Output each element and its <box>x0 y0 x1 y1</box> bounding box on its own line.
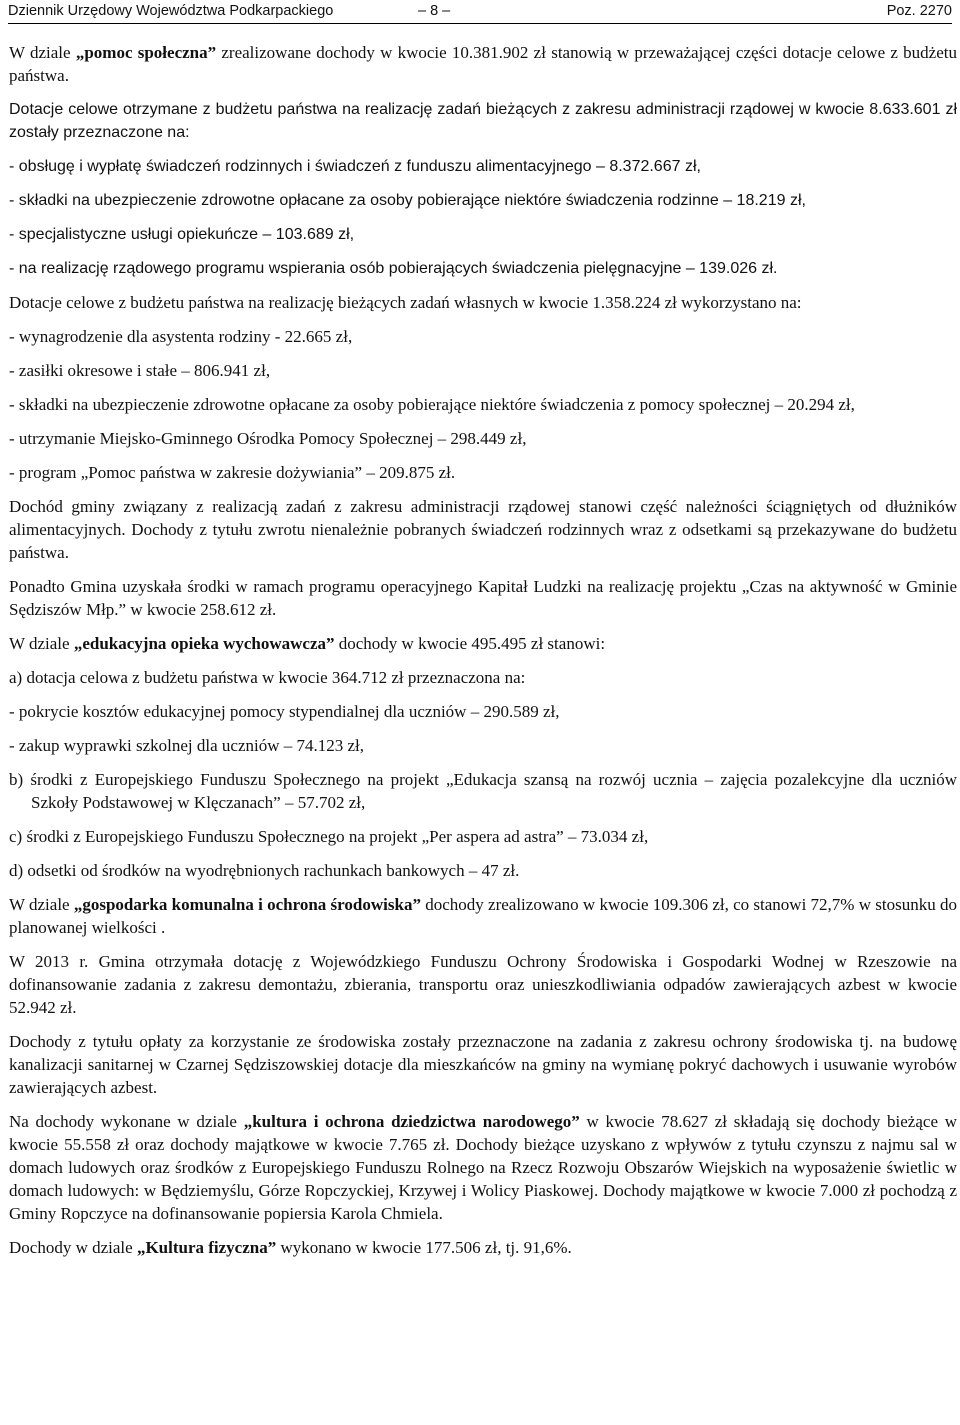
list-item: - wynagrodzenie dla asystenta rodziny - 22.665 zł, <box>9 327 353 346</box>
section-name: „edukacyjna opieka wychowawcza” <box>73 634 335 653</box>
list-item: - obsługę i wypłatę świadczeń rodzinnych i świadczeń z funduszu alimentacyjnego – 8.372.667 zł, <box>9 158 701 175</box>
document-body <box>9 41 957 1270</box>
section-name: „pomoc społeczna” <box>75 43 217 62</box>
section-name: „Kultura fizyczna” <box>136 1238 277 1257</box>
list-item: c) środki z Europejskiego Funduszu Społecznego na projekt „Per aspera ad astra” – 73.034 zł, <box>9 827 649 846</box>
list-item: - program „Pomoc państwa w zakresie dożywiania” – 209.875 zł. <box>9 463 456 482</box>
list-item: - składki na ubezpieczenie zdrowotne opłacane za osoby pobierające niektóre świadczenia z pomocy społecznej – 20.294 zł, <box>9 395 855 414</box>
list-item: - pokrycie kosztów edukacyjnej pomocy stypendialnej dla uczniów – 290.589 zł, <box>9 702 560 721</box>
list-item: - składki na ubezpieczenie zdrowotne opłacane za osoby pobierające niektóre świadczenia rodzinne – 18.219 zł, <box>9 192 806 209</box>
paragraph-edukacyjna-opieka: W dziale „edukacyjna opieka wychowawcza” dochody w kwocie 495.495 zł stanowi: <box>9 634 606 653</box>
position-number: Poz. 2270 <box>886 3 952 19</box>
paragraph-dotacje-rzadowe: Dotacje celowe otrzymane z budżetu państwa na realizację zadań bieżących z zakresu administracji rządowej w kwocie 8.633.601 zł zostały przeznaczone na: <box>9 101 957 141</box>
list-item: - specjalistyczne usługi opiekuńcze – 103.689 zł, <box>9 226 355 243</box>
paragraph-gospodarka-komunalna: W dziale „gospodarka komunalna i ochrona środowiska” dochody zrealizowano w kwocie 109.306 zł, co stanowi 72,7% w stosunku do planowanej wielkości . <box>9 895 957 937</box>
list-item: - na realizację rządowego programu wspierania osób pobierających świadczenia pielęgnacyjne – 139.026 zł. <box>9 260 778 277</box>
page-header <box>8 0 952 24</box>
paragraph-pomoc-spoleczna: W dziale „pomoc społeczna” zrealizowane dochody w kwocie 10.381.902 zł stanowią w przeważającej części dotacje celowe z budżetu państwa. <box>9 43 957 85</box>
list-item: - zakup wyprawki szkolnej dla uczniów – 74.123 zł, <box>9 736 365 755</box>
page-number: – 8 – <box>418 3 451 19</box>
paragraph-dochod-gminy: Dochód gminy związany z realizacją zadań z zakresu administracji rządowej stanowi część należności ściągniętych od dłużników alimentacyjnych. Dochody z tytułu zwrotu nienależnie pobranych świadczeń rodzinnych wraz z odsetkami są przekazywane do budżetu państwa. <box>9 497 957 562</box>
section-name: „kultura i ochrona dziedzictwa narodowego” <box>243 1112 580 1131</box>
paragraph-kapital-ludzki: Ponadto Gmina uzyskała środki w ramach programu operacyjnego Kapitał Ludzki na realizację projektu „Czas na aktywność w Gminie Sędziszów Młp.” w kwocie 258.612 zł. <box>9 577 957 619</box>
paragraph-dotacje-wlasne: Dotacje celowe z budżetu państwa na realizację bieżących zadań własnych w kwocie 1.358.224 zł wykorzystano na: <box>9 293 802 312</box>
list-item: - zasiłki okresowe i stałe – 806.941 zł, <box>9 361 271 380</box>
paragraph-kultura-fizyczna: Dochody w dziale „Kultura fizyczna” wykonano w kwocie 177.506 zł, tj. 91,6%. <box>9 1238 572 1257</box>
section-name: „gospodarka komunalna i ochrona środowiska” <box>73 895 421 914</box>
list-item: - utrzymanie Miejsko-Gminnego Ośrodka Pomocy Społecznej – 298.449 zł, <box>9 429 527 448</box>
list-item: a) dotacja celowa z budżetu państwa w kwocie 364.712 zł przeznaczona na: <box>9 668 526 687</box>
journal-title: Dziennik Urzędowy Województwa Podkarpackiego <box>8 3 334 19</box>
paragraph-kultura: Na dochody wykonane w dziale „kultura i ochrona dziedzictwa narodowego” w kwocie 78.627 zł składają się dochody bieżące w kwocie 55.558 zł oraz dochody majątkowe w kwocie 7.765 zł. Dochody bieżące uzyskano z wpływów z tytułu czynszu z najmu sal w domach ludowych oraz środków z Europejskiego Funduszu Rolnego na Rzecz Rozwoju Obszarów Wiejskich na wyposażenie świetlic w domach ludowych: w Będziemyślu, Górze Ropczyckiej, Krzywej i Wolicy Piaskowej. Dochody majątkowe w kwocie 7.000 zł pochodzą z Gminy Ropczyce na dofinansowanie popiersia Karola Chmiela. <box>9 1112 957 1223</box>
paragraph-oplaty-srodowisko: Dochody z tytułu opłaty za korzystanie ze środowiska zostały przeznaczone na zadania z zakresu ochrony środowiska tj. na budowę kanalizacji sanitarnej w Czarnej Sędziszowskiej dotacje dla mieszkańców na gminy na wymianę pokryć dachowych i usuwanie wyrobów zawierających azbest. <box>9 1032 957 1097</box>
list-item: b) środki z Europejskiego Funduszu Społecznego na projekt „Edukacja szansą na rozwój ucznia – zajęcia pozalekcyjne dla uczniów Szkoły Podstawowej w Klęczanach” – 57.702 zł, <box>9 770 957 812</box>
paragraph-dotacja-wfosigw: W 2013 r. Gmina otrzymała dotację z Wojewódzkiego Funduszu Ochrony Środowiska i Gospodarki Wodnej w Rzeszowie na dofinansowanie zadania z zakresu demontażu, zbierania, transportu oraz unieszkodliwiania odpadów zawierających azbest w kwocie 52.942 zł. <box>9 952 957 1017</box>
list-item: d) odsetki od środków na wyodrębnionych rachunkach bankowych – 47 zł. <box>9 861 520 880</box>
